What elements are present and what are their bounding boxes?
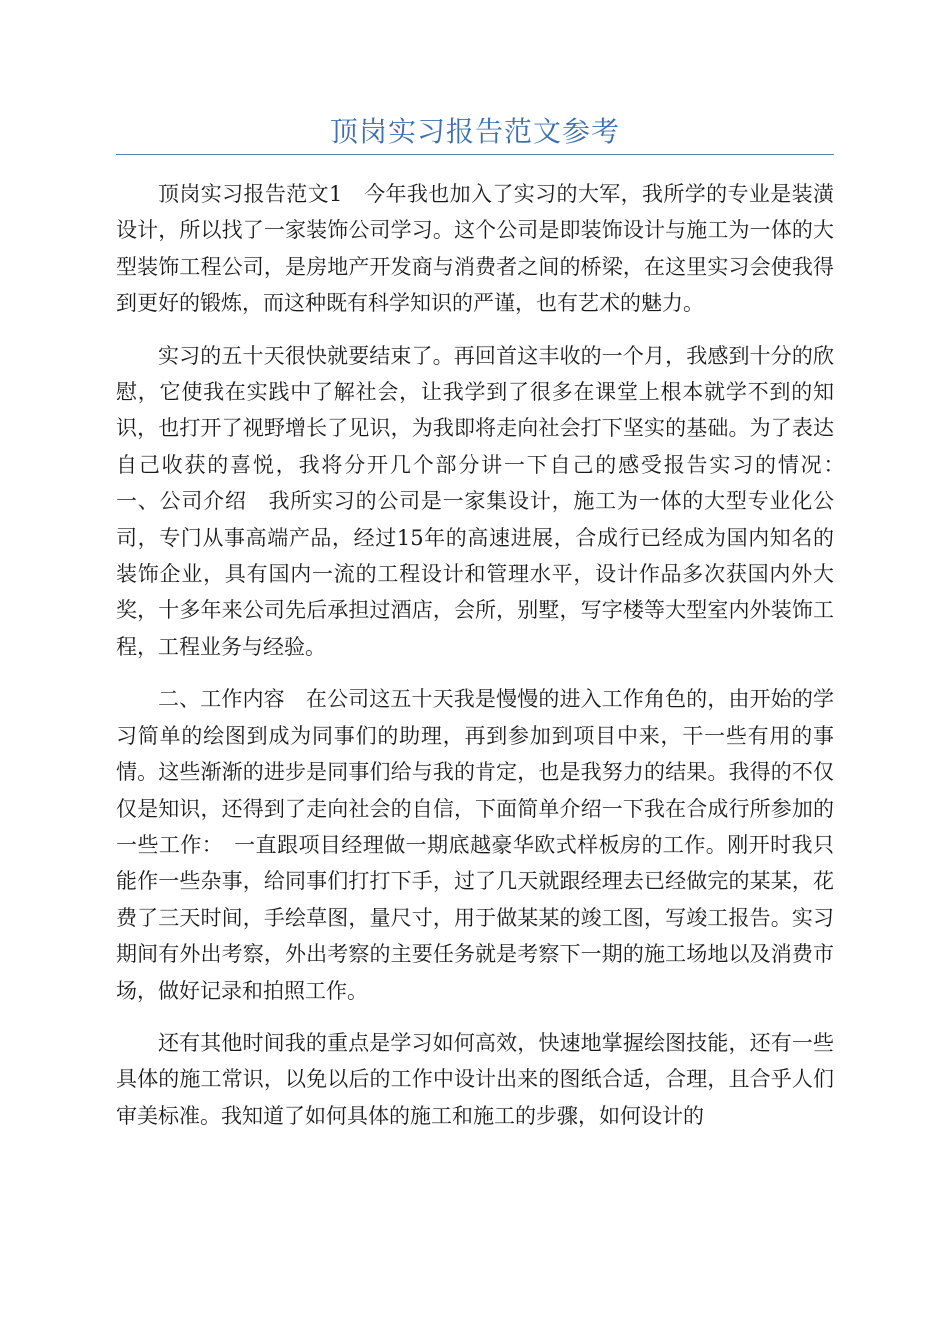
paragraph-1: 顶岗实习报告范文1 今年我也加入了实习的大军，我所学的专业是装潢设计，所以找了一家装饰公司学习。这个公司是即装饰设计与施工为一体的大型装饰工程公司，是房地产开发商与消费者之间的桥梁，在这里实习会使我得到更好的锻炼，而这种既有科学知识的严谨，也有艺术的魅力。 — [116, 182, 834, 316]
document-title: 顶岗实习报告范文参考 — [329, 115, 620, 148]
paragraph-4: 还有其他时间我的重点是学习如何高效，快速地掌握绘图技能，还有一些具体的施工常识，以免以后的工作中设计出来的图纸合适，合理，且合乎人们审美标准。我知道了如何具体的施工和施工的步骤，如何设计的 — [116, 1030, 834, 1128]
title-underline — [116, 154, 834, 155]
document-body — [116, 176, 855, 1150]
paragraph-2: 实习的五十天很快就要结束了。再回首这丰收的一个月，我感到十分的欣慰，它使我在实践中了解社会，让我学到了很多在课堂上根本就学不到的知识，也打开了视野增长了见识，为我即将走向社会打下坚实的基础。为了表达自己收获的喜悦，我将分开几个部分讲一下自己的感受报告实习的情况： 一、公司介绍 我所实习的公司是一家集设计，施工为一体的大型专业化公司，专门从事高端产品，经过15年的高速进展，合成行已经成为国内知名的装饰企业，具有国内一流的工程设计和管理水平，设计作品多次获国内外大奖，十多年来公司先后承担过酒店，会所，别墅，写字楼等大型室内外装饰工程，工程业务与经验。 — [116, 343, 855, 659]
paragraph-3: 二、工作内容 在公司这五十天我是慢慢的进入工作角色的，由开始的学习简单的绘图到成为同事们的助理，再到参加到项目中来，干一些有用的事情。这些渐渐的进步是同事们给与我的肯定，也是我努力的结果。我得的不仅仅是知识，还得到了走向社会的自信，下面简单介绍一下我在合成行所参加的一些工作： 一直跟项目经理做一期底越豪华欧式样板房的工作。刚开时我只能作一些杂事，给同事们打打下手，过了几天就跟经理去已经做完的某某，花费了三天时间，手绘草图，量尺寸，用于做某某的竣工图，写竣工报告。实习期间有外出考察，外出考察的主要任务就是考察下一期的施工场地以及消费市场，做好记录和拍照工作。 — [116, 687, 834, 1003]
